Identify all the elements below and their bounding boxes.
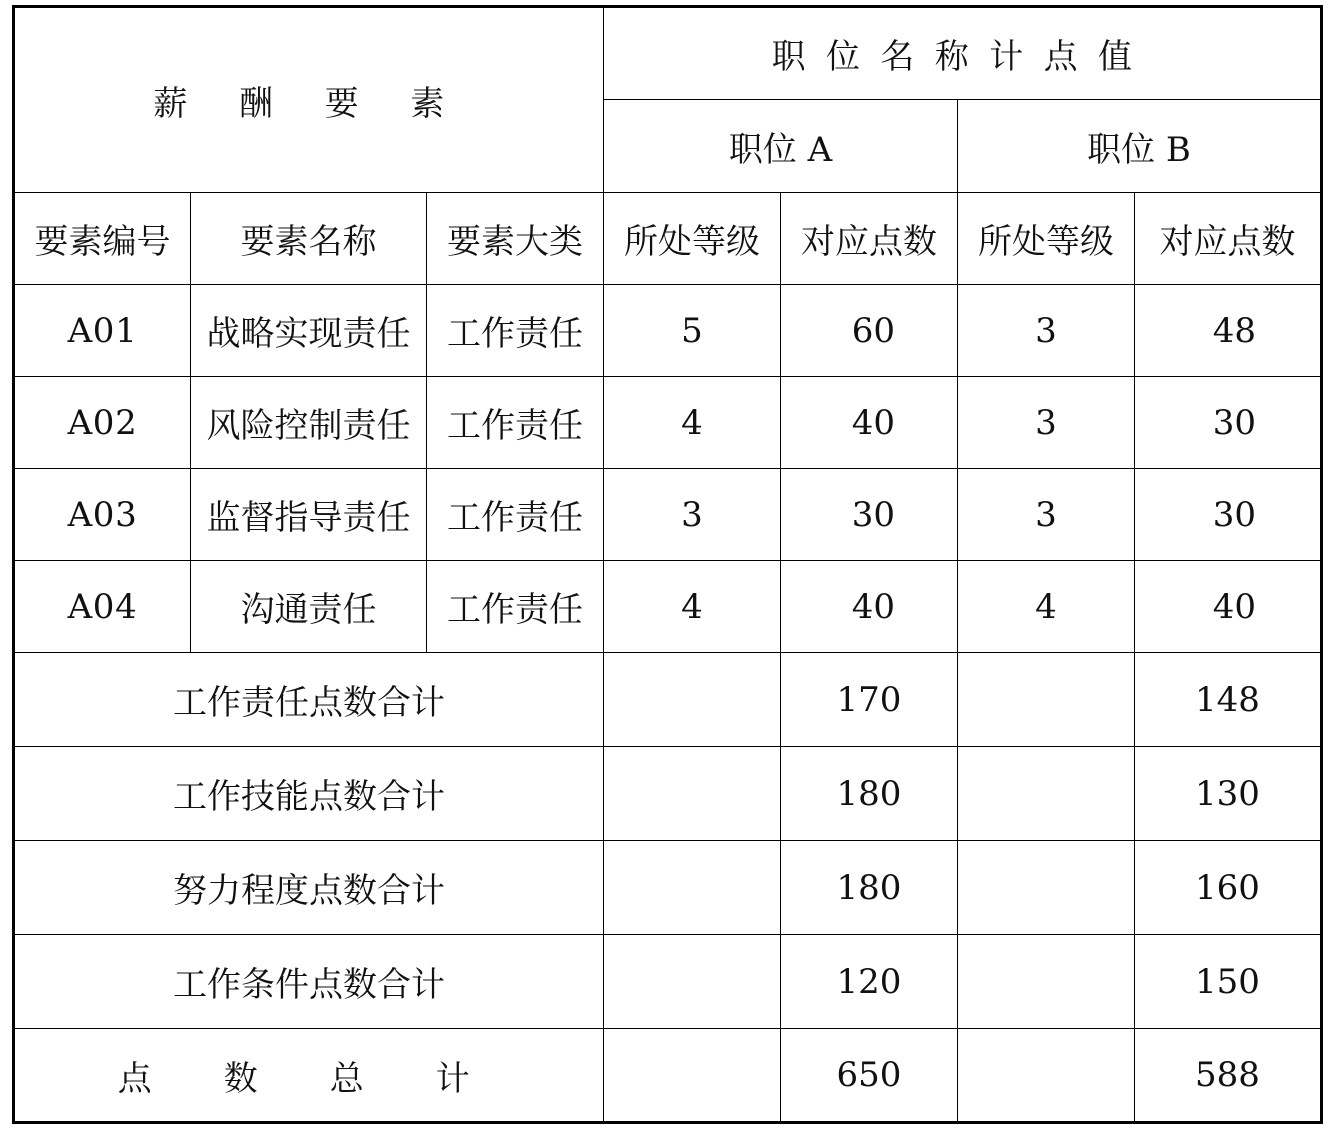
empty-cell [958, 653, 1135, 747]
table-row [14, 377, 1322, 469]
a-points-cell: 30 [781, 469, 958, 561]
b-points-subtotal: 148 [1135, 653, 1322, 747]
a-points-subtotal: 120 [781, 935, 958, 1029]
column-header-b-level: 所处等级 [958, 193, 1135, 285]
total-label: 点 数 总 计 [14, 1029, 604, 1123]
factor-category-cell: 工作责任 [427, 377, 604, 469]
total-row [14, 1029, 1322, 1123]
table-row [14, 561, 1322, 653]
b-points-cell: 40 [1135, 561, 1322, 653]
empty-cell [604, 1029, 781, 1123]
subtotal-label: 工作责任点数合计 [14, 653, 604, 747]
a-points-subtotal: 180 [781, 747, 958, 841]
factor-category-cell: 工作责任 [427, 561, 604, 653]
b-points-total: 588 [1135, 1029, 1322, 1123]
b-level-cell: 3 [958, 469, 1135, 561]
subtotal-label: 工作技能点数合计 [14, 747, 604, 841]
column-header-b-points: 对应点数 [1135, 193, 1322, 285]
a-level-cell: 3 [604, 469, 781, 561]
factor-name-cell: 风险控制责任 [191, 377, 427, 469]
a-level-cell: 4 [604, 561, 781, 653]
subtotal-label: 努力程度点数合计 [14, 841, 604, 935]
table-row [14, 285, 1322, 377]
factor-name-cell: 监督指导责任 [191, 469, 427, 561]
salary-factors-header: 薪 酬 要 素 [14, 7, 604, 193]
factor-code-cell: A04 [14, 561, 191, 653]
b-points-cell: 30 [1135, 377, 1322, 469]
empty-cell [958, 841, 1135, 935]
column-header-a-points: 对应点数 [781, 193, 958, 285]
subtotal-row [14, 841, 1322, 935]
position-a-header: 职位 A [604, 100, 958, 193]
table-row [14, 469, 1322, 561]
factor-code-cell: A01 [14, 285, 191, 377]
column-header-factor-code: 要素编号 [14, 193, 191, 285]
a-points-subtotal: 180 [781, 841, 958, 935]
b-level-cell: 4 [958, 561, 1135, 653]
a-points-total: 650 [781, 1029, 958, 1123]
position-points-header: 职位名称计点值 [604, 7, 1322, 100]
factor-name-cell: 沟通责任 [191, 561, 427, 653]
a-points-cell: 40 [781, 561, 958, 653]
column-header-factor-category: 要素大类 [427, 193, 604, 285]
job-evaluation-table [12, 5, 1323, 1124]
column-header-factor-name: 要素名称 [191, 193, 427, 285]
subtotal-label: 工作条件点数合计 [14, 935, 604, 1029]
empty-cell [958, 747, 1135, 841]
empty-cell [604, 841, 781, 935]
factor-code-cell: A03 [14, 469, 191, 561]
a-points-cell: 40 [781, 377, 958, 469]
factor-category-cell: 工作责任 [427, 469, 604, 561]
b-level-cell: 3 [958, 377, 1135, 469]
b-points-cell: 30 [1135, 469, 1322, 561]
empty-cell [958, 935, 1135, 1029]
b-points-subtotal: 160 [1135, 841, 1322, 935]
b-level-cell: 3 [958, 285, 1135, 377]
subtotal-row [14, 653, 1322, 747]
factor-category-cell: 工作责任 [427, 285, 604, 377]
empty-cell [604, 747, 781, 841]
a-level-cell: 4 [604, 377, 781, 469]
a-points-cell: 60 [781, 285, 958, 377]
empty-cell [604, 653, 781, 747]
b-points-subtotal: 150 [1135, 935, 1322, 1029]
factor-name-cell: 战略实现责任 [191, 285, 427, 377]
empty-cell [604, 935, 781, 1029]
a-points-subtotal: 170 [781, 653, 958, 747]
b-points-cell: 48 [1135, 285, 1322, 377]
subtotal-row [14, 935, 1322, 1029]
subtotal-row [14, 747, 1322, 841]
position-b-header: 职位 B [958, 100, 1322, 193]
column-header-a-level: 所处等级 [604, 193, 781, 285]
empty-cell [958, 1029, 1135, 1123]
b-points-subtotal: 130 [1135, 747, 1322, 841]
a-level-cell: 5 [604, 285, 781, 377]
factor-code-cell: A02 [14, 377, 191, 469]
